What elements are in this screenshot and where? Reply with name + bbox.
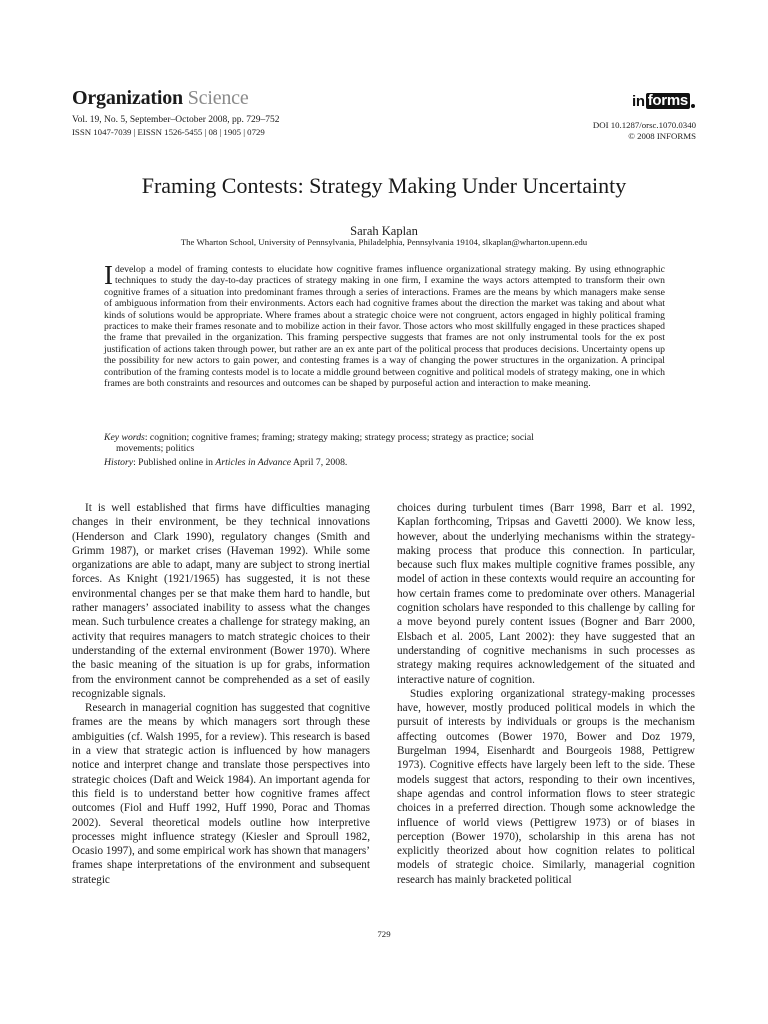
author-affiliation: The Wharton School, University of Pennsylvania, Philadelphia, Pennsylvania 19104, slkaplan@wharton.upenn.edu (180, 237, 588, 247)
body-paragraph: Studies exploring organizational strategy-making processes have, however, mostly produced political models in which the pursuit of interests by individuals or groups is the mechanism affecting outcomes (Bower 1970, Bower and Doz 1979, Burgelman 1994, Eisenhardt and Bourgeois 1988, Pettigrew 1973). Cognitive effects have largely been left to the side. These models suggest that actors, responding to their own incentives, shape agendas and control information flows to steer strategic choices in a preferred direction. Though some acknowledge the influence of world views (Pettigrew 1973) or of biases in perception (Bower 1970), scholarship in this arena has not explicitly theorized about how cognition relates to political models of strategic choice. Similarly, managerial cognition research has mainly bracketed political (397, 687, 695, 886)
logo-text-in: in (632, 92, 645, 110)
informs-logo (632, 92, 695, 110)
history (104, 457, 665, 468)
abstract (104, 260, 665, 390)
abstract-text: develop a model of framing contests to elucidate how cognitive frames influence organizational strategy making. By using ethnographic techniques to study the day-to-day practices of strategy making in one firm, I examine the ways actors attempted to transform their own cognitive frames of a situation into predominant frames through a series of interactions. Frames are the means by which managers make sense of ambiguous information from their environments. Actors each had cognitive frames about the direction the market was taking and about what kinds of solutions would be appropriate. Where frames about a strategic choice were not congruent, actors engaged in highly political framing practices to make their frames resonate and to mobilize action in their favor. Those actors who most skillfully engaged in these practices shaped the frame that prevailed in the organization. This framing perspective suggests that frames are not only instrumental tools for the ex post justification of actions taken through power, but rather are an ex ante part of the political process that produces decisions. Uncertainty opens up the possibility for new actors to gain power, and contesting frames is a way of changing the power structures in the organization. A principal contribution of the framing contests model is to locate a middle ground between cognitive and political models of strategy making, one in which frames are both constraints and resources and outcomes can be shaped by purposeful action and interaction to make meaning. (104, 264, 665, 390)
journal-name-word2: Science (187, 87, 249, 109)
copyright-line: © 2008 INFORMS (628, 131, 696, 141)
keywords-list-1: : cognition; cognitive frames; framing; strategy making; strategy process; strategy as practice; social (144, 432, 534, 443)
paper-title: Framing Contests: Strategy Making Under Uncertainty (141, 173, 627, 198)
history-date: April 7, 2008. (291, 457, 348, 468)
keywords-list-2: movements; politics (116, 443, 195, 455)
body-column-left (72, 501, 370, 887)
author-name: Sarah Kaplan (350, 224, 418, 238)
issn-line: ISSN 1047-7039 | EISSN 1526-5455 | 08 | 1905 | 0729 (72, 127, 265, 137)
journal-name-word1: Organization (72, 87, 183, 109)
body-column-right (397, 501, 695, 887)
logo-text-forms: forms (647, 92, 688, 109)
body-paragraph: Research in managerial cognition has suggested that cognitive frames are the means by which managers sort through these ambiguities (cf. Walsh 1995, for a review). This research is based in a view that strategic action is influenced by how managers notice and interpret change and translate those perspectives into strategic choices (Daft and Weick 1984). An important agenda for this field is to understand better how cognitive frames affect outcomes (Fiol and Huff 1992, Huff 1990, Porac and Thomas 2002). Several theoretical models outline how interpretive processes might influence strategy (Kiesler and Sproull 1982, Ocasio 1997), and some empirical work has shown that managers’ frames shape interpretations of the environment and subsequent strategic (72, 702, 370, 886)
keywords (104, 432, 665, 454)
history-venue: Articles in Advance (215, 457, 292, 468)
logo-dot (691, 104, 695, 108)
body-paragraph: It is well established that firms have difficulties managing changes in their environment, be they technical innovations (Henderson and Clark 1990), regulatory changes (Smith and Grimm 1987), or market crises (Haveman 1992). While some organizations are able to adapt, many are subject to strong inertial forces. As Knight (1921/1965) has suggested, it is not these environmental changes per se that make them hard to handle, but rather managers’ associated inability to assess what the changes mean. Such turbulence creates a challenge for strategy making, an activity that requires managers to match strategic choices to their understanding of the external environment (Bower 1970). Where the basic meaning of the situation is up for grabs, information from the environment cannot be comprehended as a set of easily recognizable signals. (72, 502, 370, 700)
volume-line: Vol. 19, No. 5, September–October 2008, pp. 729–752 (72, 115, 280, 125)
keywords-label: Key words (104, 432, 145, 443)
history-prefix: : Published online in (133, 457, 216, 468)
doi-line: DOI 10.1287/orsc.1070.0340 (592, 120, 696, 130)
abstract-dropcap: I (104, 260, 113, 290)
page-number: 729 (377, 929, 391, 939)
body-paragraph: choices during turbulent times (Barr 1998, Barr et al. 1992, Kaplan forthcoming, Tripsas and Gavetti 2000). We know less, however, about the underlying mechanisms within the strategy-making process that produce this connection. In particular, because such flux makes multiple cognitive frames possible, any model of action in these contexts would require an accounting for how certain frames come to predominate over others. Managerial cognition scholars have responded to this challenge by calling for a move beyond purely content issues (Bogner and Barr 2000, Elsbach et al. 2005, Lant 2002): they have suggested that an understanding of cognitive mechanisms in such processes as strategy making requires acknowledgement of the situated and interactive nature of cognition. (397, 502, 695, 686)
journal-name (72, 86, 249, 110)
keywords-line-1 (104, 432, 665, 443)
history-label: History (104, 457, 134, 468)
